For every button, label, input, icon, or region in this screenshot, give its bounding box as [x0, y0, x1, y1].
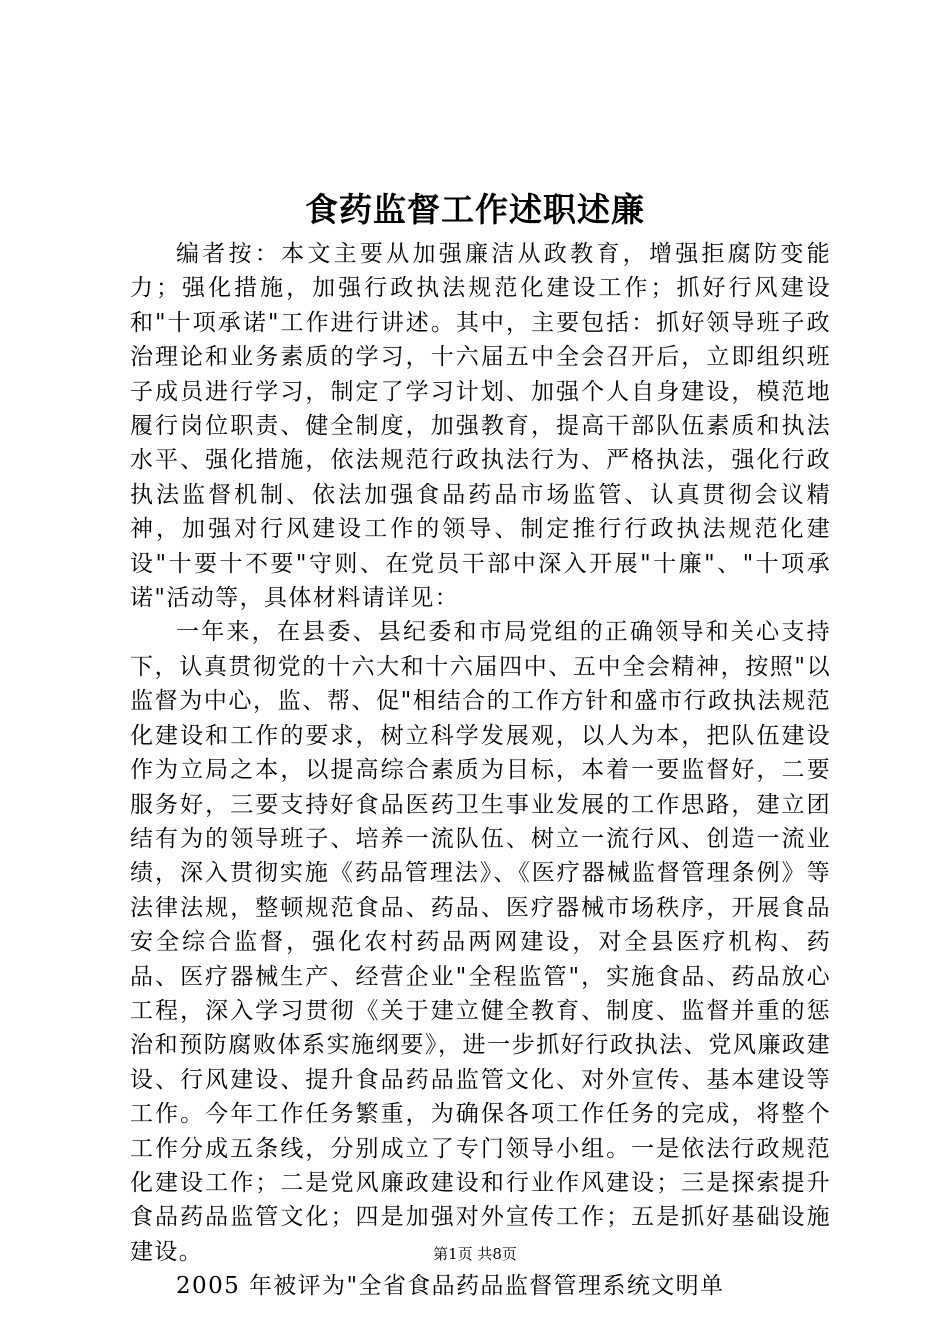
document-body — [130, 237, 831, 1304]
page-footer: 第1页 共8页 — [433, 1245, 517, 1263]
paragraph-annual-review: 一年来，在县委、县纪委和市局党组的正确领导和关心支持下，认真贯彻党的十六大和十六届四中、五中全会精神，按照"以监督为中心，监、帮、促"相结合的工作方针和盛市行政执法规范化建设和工作的要求，树立科学发展观，以人为本，把队伍建设作为立局之本，以提高综合素质为目标，本着一要监督好，二要服务好，三要支持好食品医药卫生事业发展的工作思路，建立团结有为的领导班子、培养一流队伍、树立一流行风、创造一流业绩，深入贯彻实施《药品管理法》、《医疗器械监督管理条例》等法律法规，整顿规范食品、药品、医疗器械市场秩序，开展食品安全综合监督，强化农村药品两网建设，对全县医疗机构、药品、医疗器械生产、经营企业"全程监管"，实施食品、药品放心工程，深入学习贯彻《关于建立健全教育、制度、监督并重的惩治和预防腐败体系实施纲要》，进一步抓好行政执法、党风廉政建设、行风建设、提升食品药品监管文化、对外宣传、基本建设等工作。今年工作任务繁重，为确保各项工作任务的完成，将整个工作分成五条线，分别成立了专门领导小组。一是依法行政规范化建设工作；二是党风廉政建设和行业作风建设；三是探索提升食品药品监管文化；四是加强对外宣传工作；五是抓好基础设施建设。 — [130, 619, 831, 1265]
paragraph-award: 2005 年被评为"全省食品药品监督管理系统文明单 — [176, 1273, 725, 1300]
paragraph-editor-note: 编者按：本文主要从加强廉洁从政教育，增强拒腐防变能力；强化措施，加强行政执法规范化建设工作；抓好行风建设和"十项承诺"工作进行讲述。其中，主要包括：抓好领导班子政治理论和业务素质的学习，十六届五中全会召开后，立即组织班子成员进行学习，制定了学习计划、加强个人自身建设，模范地履行岗位职责、健全制度，加强教育，提高干部队伍素质和执法水平、强化措施，依法规范行政执法行为、严格执法，强化行政执法监督机制、依法加强食品药品市场监管、认真贯彻会议精神，加强对行风建设工作的领导、制定推行行政执法规范化建设"十要十不要"守则、在党员干部中深入开展"十廉"、"十项承诺"活动等，具体材料请详见： — [130, 241, 831, 612]
document-title: 食药监督工作述职述廉 — [305, 190, 645, 229]
